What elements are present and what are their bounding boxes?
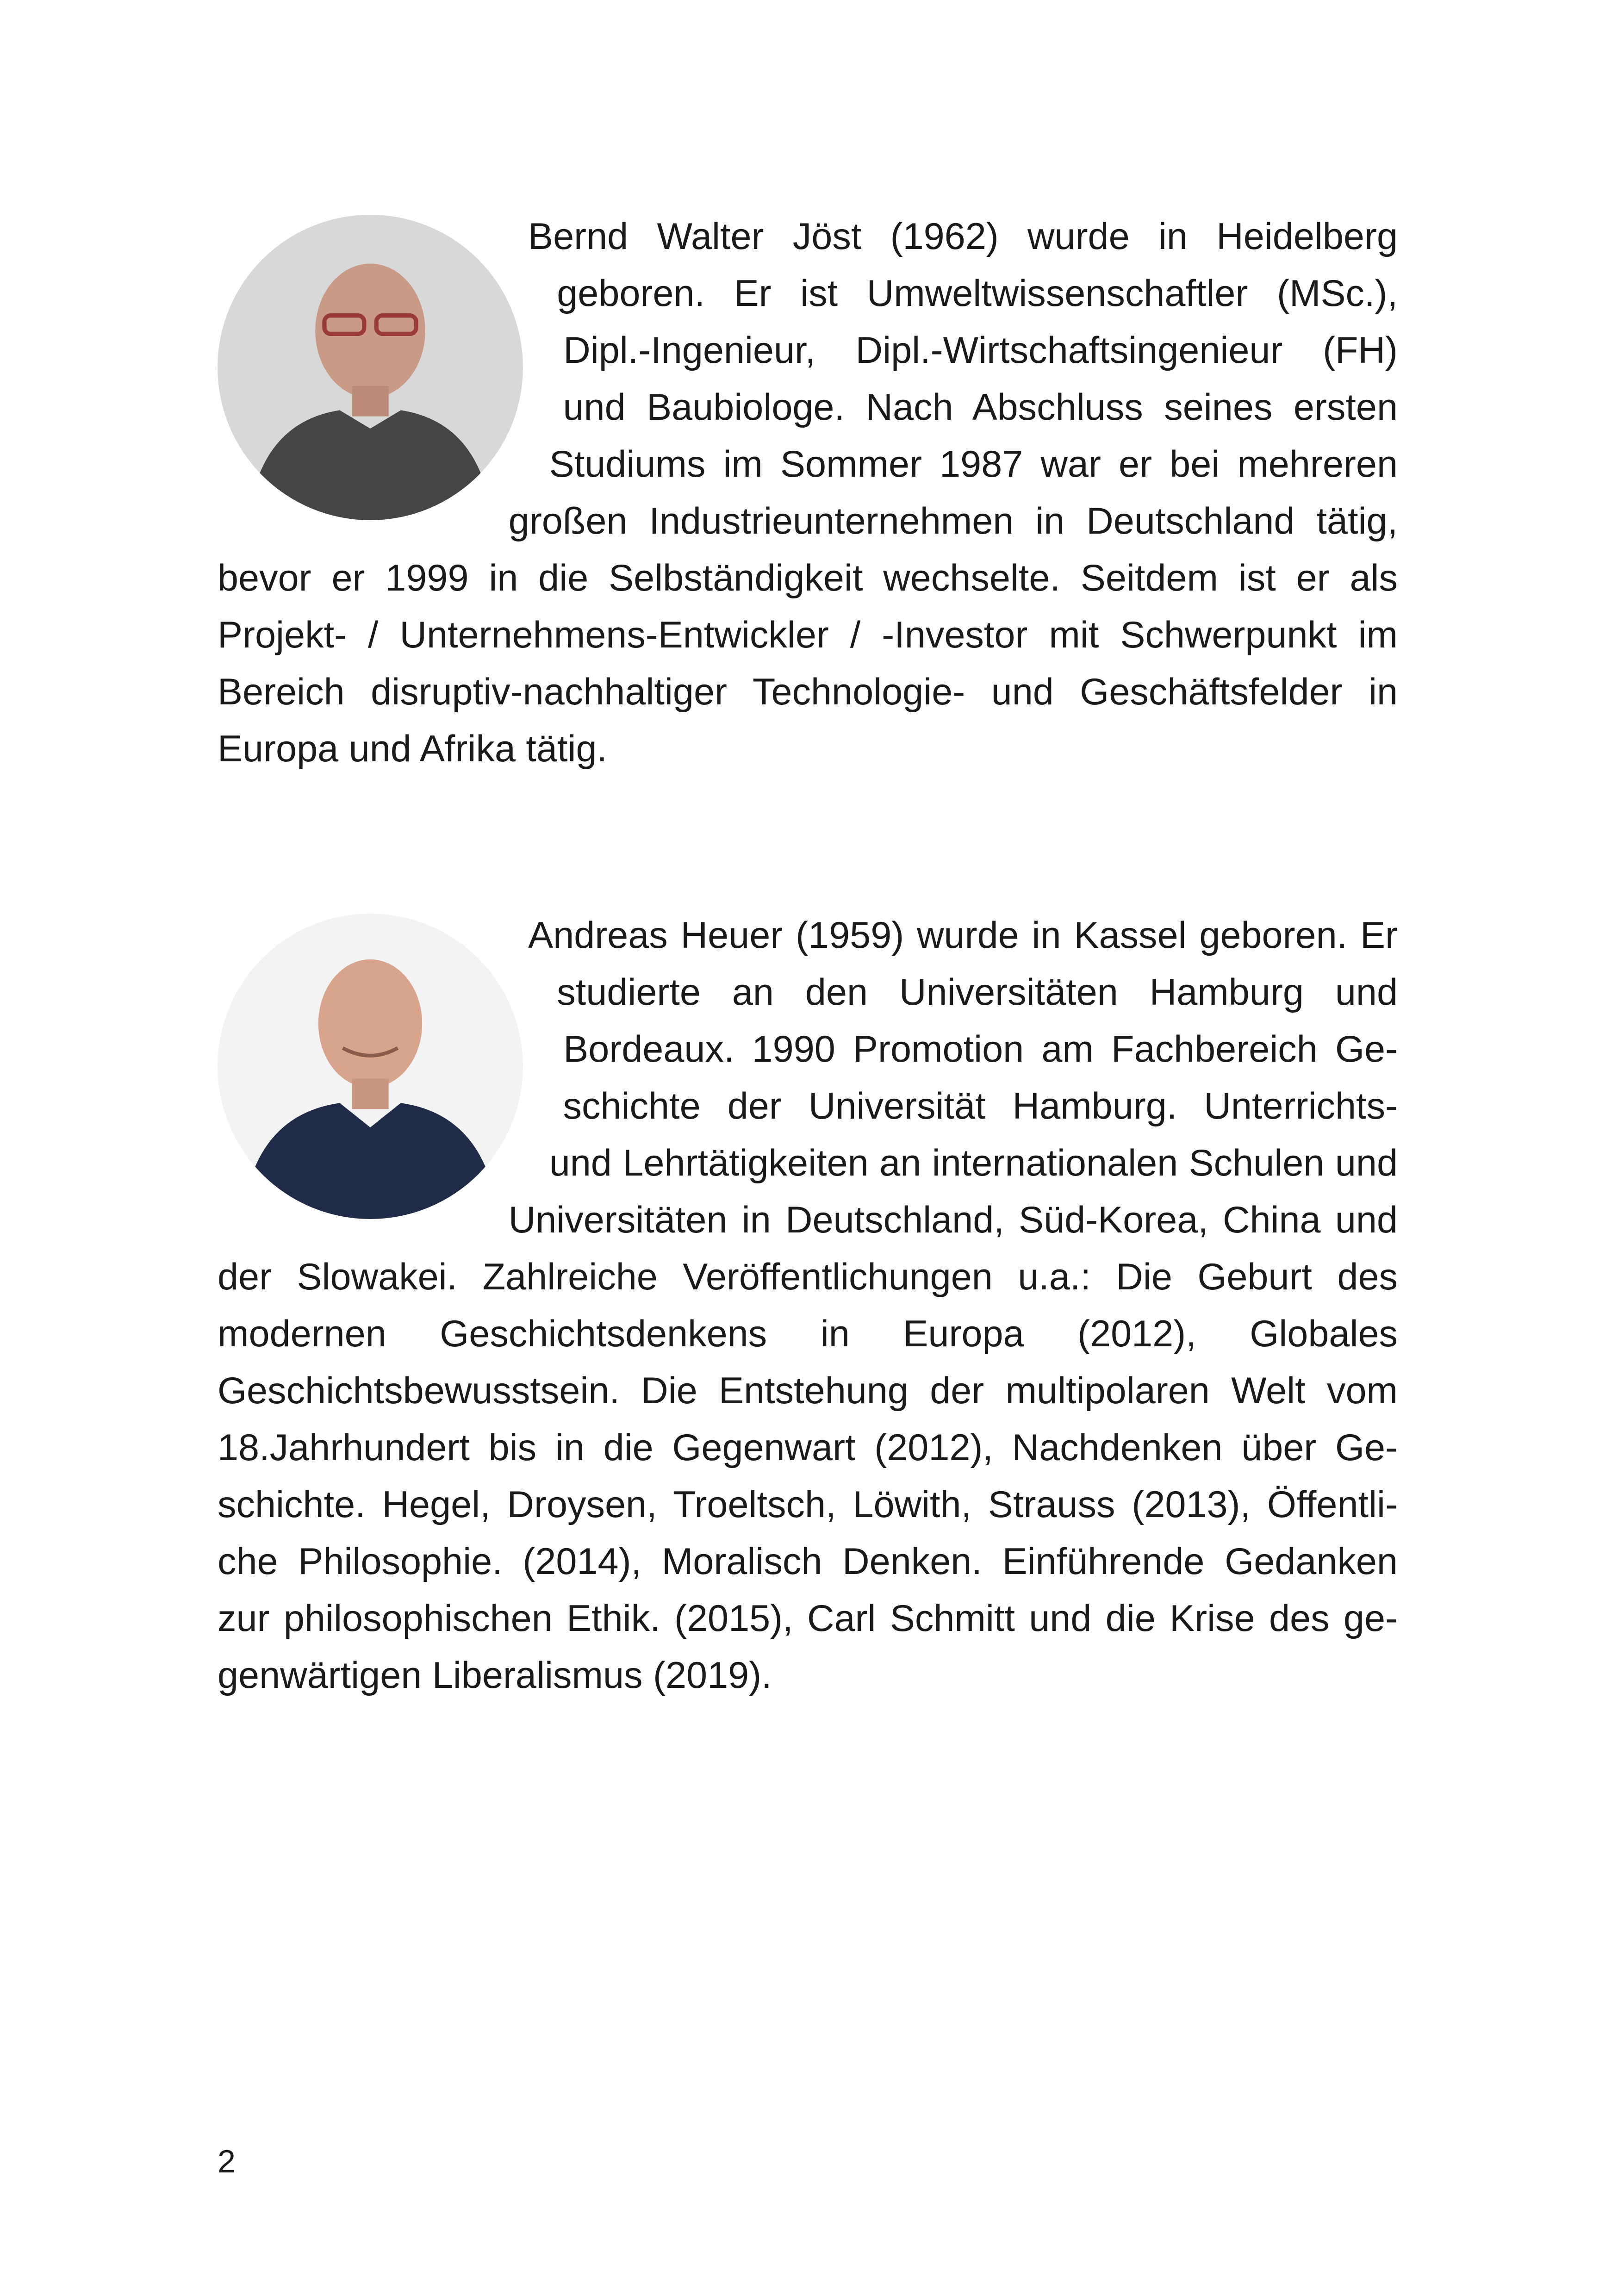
- page-number: 2: [218, 2143, 236, 2179]
- portrait-photo-icon: [218, 215, 523, 520]
- author-bio-text: Bernd Walter Jöst (1962) wurde in Heidelberg geboren. Er ist Umweltwissenschaftler (MSc.), Dipl.-Ingenieur, Dipl.-Wirtschaftsingenieur (FH) und Baubiologe. Nach Abschluss seines ersten Studiums im Sommer 1987 war er bei mehreren großen Industrieunternehmen in Deutschland tätig, bevor er 1999 in die Selbständigkeit wechselte. Seitdem ist er als Projekt- / Unternehmens-Entwickler / -Investor mit Schwerpunkt im Bereich disruptiv-nachhaltiger Technologie- und Geschäftsfelder in Europa und Afrika tätig.: [218, 216, 1398, 770]
- author-bio-jost: [218, 208, 1398, 778]
- author-bio-heuer: [218, 907, 1398, 1704]
- author-photo-heuer: [218, 914, 523, 1219]
- author-photo-jost: [218, 215, 523, 520]
- portrait-photo-icon: [218, 914, 523, 1219]
- author-bio-text: Andreas Heuer (1959) wurde in Kassel geboren. Er studierte an den Universitäten Hamburg und Bordeaux. 1990 Promotion am Fachbereich Geschichte der Universität Hamburg. Unterrichts- und Lehrtätigkeiten an internationalen Schulen und Universitäten in Deutschland, Süd-Korea, China und der Slowakei. Zahlreiche Veröffentlichungen u.a.: Die Geburt des modernen Geschichtsdenkens in Europa (2012), Globales Geschichtsbewusstsein. Die Entstehung der multipolaren Welt vom 18.Jahrhundert bis in die Gegenwart (2012), Nachdenken über Geschichte. Hegel, Droysen, Troeltsch, Löwith, Strauss (2013), Öffentliche Philosophie. (2014), Moralisch Denken. Einführende Gedanken zur philosophischen Ethik. (2015), Carl Schmitt und die Krise des gegenwärtigen Liberalismus (2019).: [218, 915, 1398, 1696]
